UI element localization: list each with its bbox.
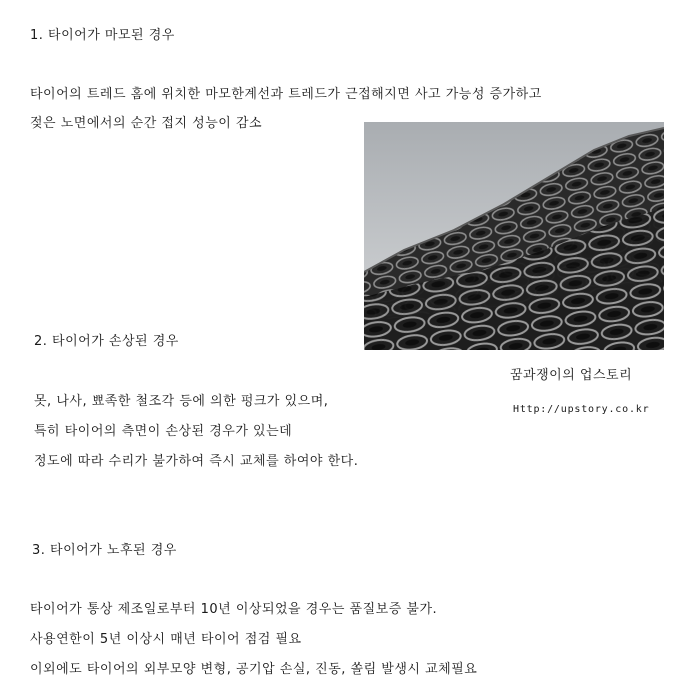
section1-heading: 1. 타이어가 마모된 경우	[30, 28, 175, 43]
section2-text-line: 정도에 따라 수리가 불가하여 즉시 교체를 하여야 한다.	[34, 454, 359, 469]
tire-pile-photo	[364, 122, 664, 350]
image-caption-url: Http://upstory.co.kr	[513, 404, 650, 415]
section1-text-line: 타이어의 트레드 홈에 위치한 마모한계선과 트레드가 근접해지면 사고 가능성 증가하고	[30, 87, 542, 102]
section2-text-line: 못, 나사, 뾰족한 철조각 등에 의한 펑크가 있으며,	[34, 394, 329, 409]
section1-text-line: 젖은 노면에서의 순간 접지 성능이 감소	[30, 116, 263, 131]
section2-heading: 2. 타이어가 손상된 경우	[34, 334, 179, 349]
section3-text-line: 타이어가 통상 제조일로부터 10년 이상되었을 경우는 품질보증 불가.	[30, 602, 438, 617]
section3-text-line: 사용연한이 5년 이상시 매년 타이어 점검 필요	[30, 632, 302, 647]
section3-heading: 3. 타이어가 노후된 경우	[32, 543, 177, 558]
image-caption-title: 꿈과쟁이의 업스토리	[510, 368, 633, 383]
section3-text-line: 이외에도 타이어의 외부모양 변형, 공기압 손실, 진동, 쏠림 발생시 교체필요	[30, 662, 478, 677]
section2-text-line: 특히 타이어의 측면이 손상된 경우가 있는데	[34, 424, 293, 439]
